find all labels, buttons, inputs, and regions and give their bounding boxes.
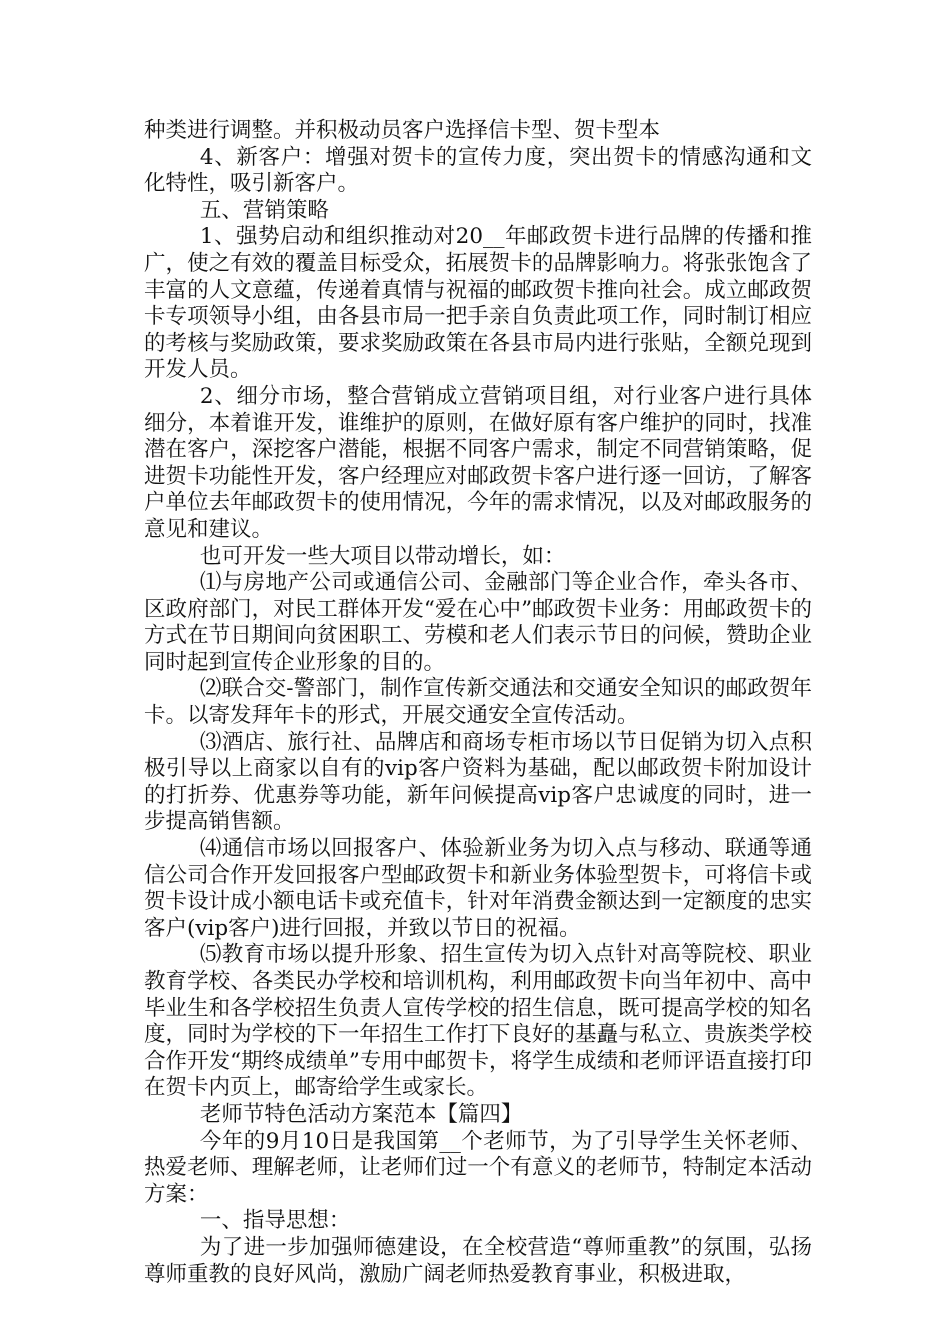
paragraph: 老师节特色活动方案范本【篇四】 — [199, 1101, 523, 1127]
paragraph: 五、营销策略 — [199, 197, 329, 223]
paragraph: ⑷通信市场以回报客户、体验新业务为切入点与移动、联通等通信公司合作开发回报客户型邮政贺卡和新业务体验型贺卡，可将信卡或贺卡设计成小额电话卡或充值卡，针对年消费金额达到一定额度的忠实客户(vip客户)进行回报，并致以节日的祝福。 — [144, 836, 812, 941]
paragraph: 今年的9月10日是我国第__个老师节，为了引导学生关怀老师、热爱老师、理解老师，让老师们过一个有意义的老师节，特制定本活动方案： — [144, 1128, 812, 1207]
paragraph: 1、强势启动和组织推动对20__年邮政贺卡进行品牌的传播和推广，使之有效的覆盖目标受众，拓展贺卡的品牌影响力。将张张饱含了丰富的人文意蕴，传递着真情与祝福的邮政贺卡推向社会。成立邮政贺卡专项领导小组，由各县市局一把手亲自负责此项工作，同时制订相应的考核与奖励政策，要求奖励政策在各县市局内进行张贴，全额兑现到开发人员。 — [144, 224, 812, 383]
paragraph: 为了进一步加强师德建设，在全校营造“尊师重教”的氛围，弘扬尊师重教的良好风尚，激励广阔老师热爱教育事业，积极进取， — [144, 1234, 812, 1287]
paragraph: 一、指导思想： — [199, 1208, 351, 1234]
paragraph: 种类进行调整。并积极动员客户选择信卡型、贺卡型本 — [144, 118, 661, 143]
paragraph: ⑴与房地产公司或通信公司、金融部门等企业合作，牵头各市、区政府部门，对民工群体开发“爱在心中”邮政贺卡业务：用邮政贺卡的方式在节日期间向贫困职工、劳模和老人们表示节日的问候，赞助企业同时起到宣传企业形象的目的。 — [144, 570, 812, 675]
paragraph: 也可开发一些大项目以带动增长，如： — [199, 543, 566, 569]
paragraph: ⑵联合交-警部门，制作宣传新交通法和交通安全知识的邮政贺年卡。以寄发拜年卡的形式，开展交通安全宣传活动。 — [144, 676, 812, 729]
paragraph: 2、细分市场，整合营销成立营销项目组，对行业客户进行具体细分，本着谁开发，谁维护的原则，在做好原有客户维护的同时，找准潜在客户，深挖客户潜能，根据不同客户需求，制定不同营销策略，促进贺卡功能性开发，客户经理应对邮政贺卡客户进行逐一回访，了解客户单位去年邮政贺卡的使用情况，今年的需求情况，以及对邮政服务的意见和建议。 — [144, 383, 812, 542]
document-body — [144, 118, 812, 1288]
paragraph: ⑸教育市场以提升形象、招生宣传为切入点针对高等院校、职业教育学校、各类民办学校和培训机构，利用邮政贺卡向当年初中、高中毕业生和各学校招生负责人宣传学校的招生信息，既可提高学校的知名度，同时为学校的下一年招生工作打下良好的基矗与私立、贵族类学校合作开发“期终成绩单”专用中邮贺卡，将学生成绩和老师评语直接打印在贺卡内页上，邮寄给学生或家长。 — [144, 942, 812, 1101]
paragraph: ⑶酒店、旅行社、品牌店和商场专柜市场以节日促销为切入点积极引导以上商家以自有的vip客户资料为基础，配以邮政贺卡附加设计的打折券、优惠券等功能，新年问候提高vip客户忠诚度的同时，进一步提高销售额。 — [144, 729, 812, 835]
paragraph: 4、新客户：增强对贺卡的宣传力度，突出贺卡的情感沟通和文化特性，吸引新客户。 — [144, 144, 812, 197]
